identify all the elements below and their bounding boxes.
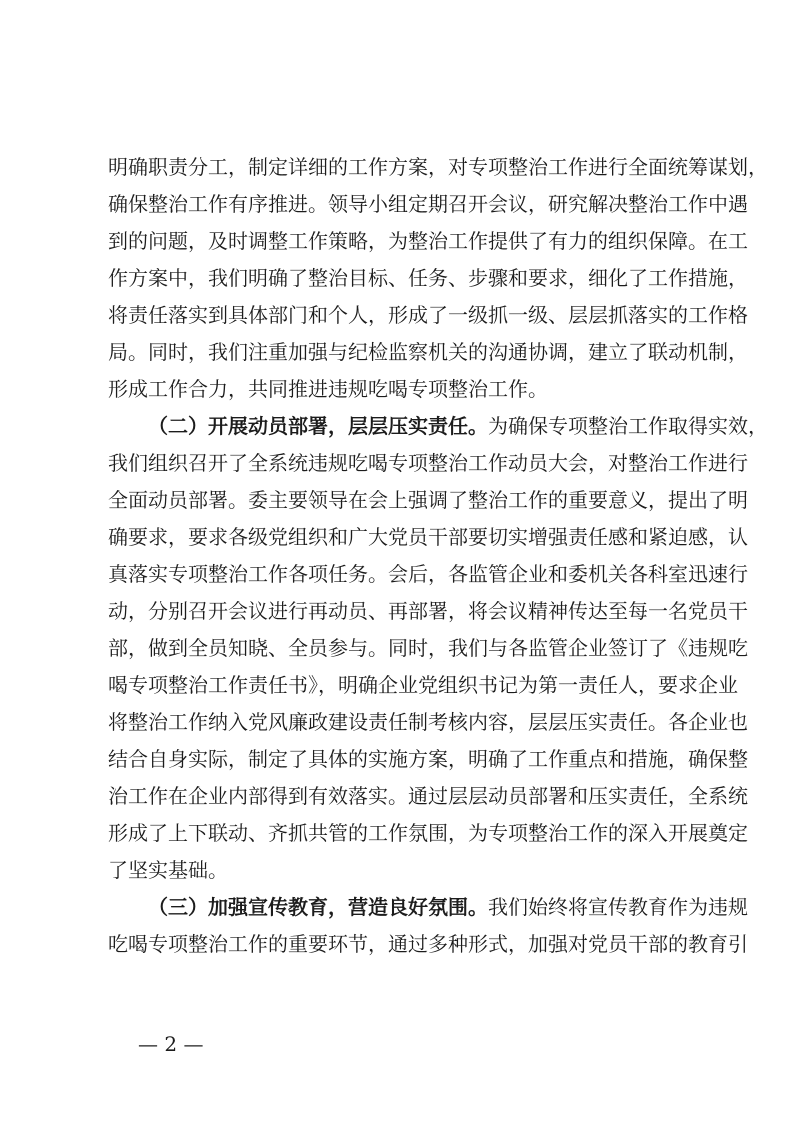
text-line: 明确职责分工，制定详细的工作方案，对专项整治工作进行全面统筹谋划， [108,155,768,179]
text-line: 治工作在企业内部得到有效落实。通过层层动员部署和压实责任，全系统 [108,784,748,808]
text-line: 形成了上下联动、齐抓共管的工作氛围，为专项整治工作的深入开展奠定 [108,821,748,845]
text-line: 动，分别召开会议进行再动员、再部署，将会议精神传达至每一名党员干 [108,599,748,623]
text-line: 将整治工作纳入党风廉政建设责任制考核内容，层层压实责任。各企业也 [108,710,748,734]
text-line: 确要求，要求各级党组织和广大党员干部要切实增强责任感和紧迫感，认 [108,525,748,549]
text-line: 结合自身实际，制定了具体的实施方案，明确了工作重点和措施，确保整 [108,747,748,771]
text-line: 我们始终将宣传教育作为违规 [488,895,748,919]
text-line: 喝专项整治工作责任书》，明确企业党组织书记为第一责任人，要求企业 [108,673,738,697]
text-line: 了坚实基础。 [108,858,228,882]
section-heading-line [148,893,748,921]
text-line: 部，做到全员知晓、全员参与。同时，我们与各监管企业签订了《违规吃 [108,636,748,660]
text-line: 全面动员部署。委主要领导在会上强调了整治工作的重要意义，提出了明 [108,488,748,512]
text-line: 到的问题，及时调整工作策略，为整治工作提供了有力的组织保障。在工 [108,229,748,253]
text-line: 局。同时，我们注重加强与纪检监察机关的沟通协调，建立了联动机制， [108,340,748,364]
text-line: 形成工作合力，共同推进违规吃喝专项整治工作。 [108,377,548,401]
section-heading: （三）加强宣传教育，营造良好氛围。 [148,895,488,919]
text-line: 将责任落实到具体部门和个人，形成了一级抓一级、层层抓落实的工作格 [108,303,748,327]
text-line: 吃喝专项整治工作的重要环节，通过多种形式，加强对党员干部的教育引 [108,932,748,956]
section-heading: （二）开展动员部署，层层压实责任。 [148,414,488,438]
text-line: 为确保专项整治工作取得实效， [488,414,768,438]
text-line: 确保整治工作有序推进。领导小组定期召开会议，研究解决整治工作中遇 [108,192,748,216]
text-line: 我们组织召开了全系统违规吃喝专项整治工作动员大会，对整治工作进行 [108,451,748,475]
page-number: — 2 — [138,1032,204,1056]
text-line: 作方案中，我们明确了整治目标、任务、步骤和要求，细化了工作措施， [108,266,748,290]
text-line: 真落实专项整治工作各项任务。会后，各监管企业和委机关各科室迅速行 [108,562,748,586]
section-heading-line [148,412,768,440]
